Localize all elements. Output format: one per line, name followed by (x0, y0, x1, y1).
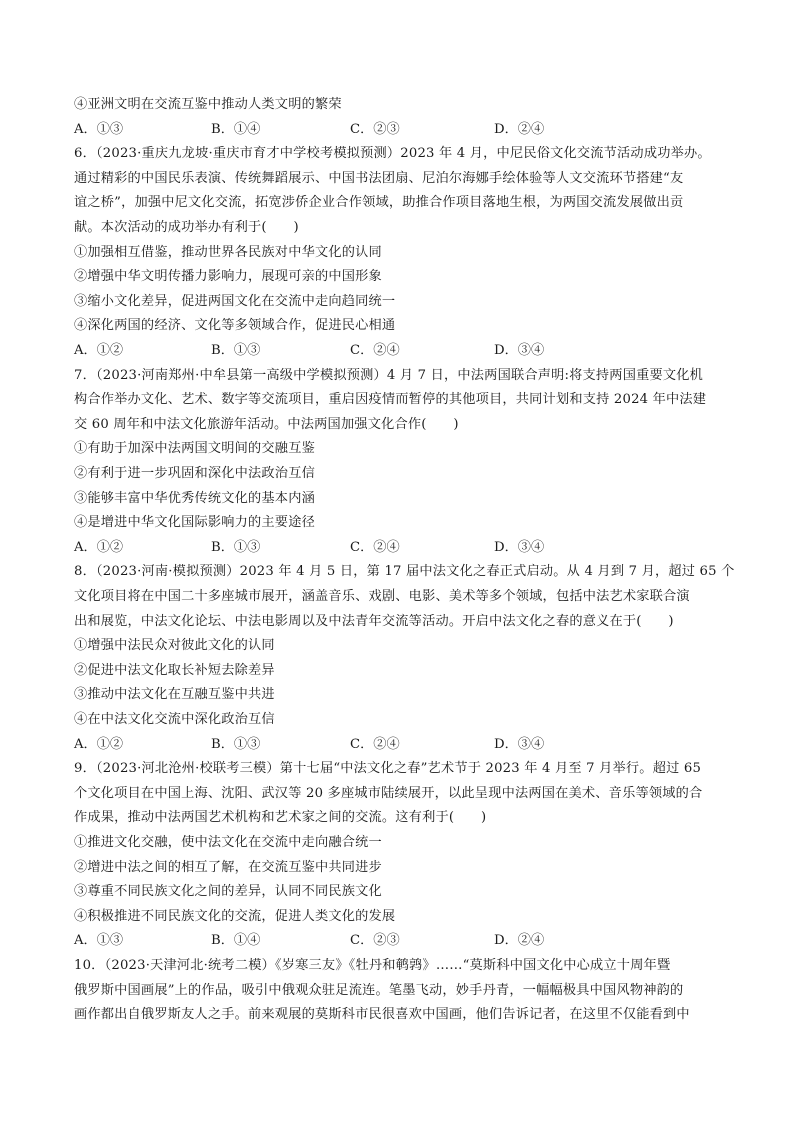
answer-option-d: D．②④ (494, 122, 545, 137)
answer-options-row (74, 539, 734, 557)
text-line: ②有利于进一步巩固和深化中法政治互信 (74, 466, 315, 481)
text-line: 文化项目将在中国二十多座城市展开，涵盖音乐、戏剧、电影、美术等多个领域，包括中法艺术家联合演 (74, 589, 690, 604)
text-line: ④亚洲文明在交流互鉴中推动人类文明的繁荣 (74, 97, 342, 112)
text-line: 献。本次活动的成功举办有利于( ) (74, 220, 299, 235)
answer-option-d: D．②④ (494, 933, 545, 948)
answer-option-c: C．②④ (350, 540, 400, 555)
text-line: ①推进文化交融，使中法文化在交流中走向融合统一 (74, 835, 382, 850)
answer-option-c: C．②③ (350, 122, 400, 137)
text-line: ③推动中法文化在互融互鉴中共进 (74, 687, 275, 702)
text-line: ③能够丰富中华优秀传统文化的基本内涵 (74, 491, 315, 506)
answer-options-row (74, 932, 734, 950)
text-line: ①增强中法民众对彼此文化的认同 (74, 638, 275, 653)
text-line: 7．（2023·河南郑州·中牟县第一高级中学模拟预测）4 月 7 日，中法两国联合声明:将支持两国重要文化机 (74, 368, 704, 383)
text-line: ④在中法文化交流中深化政治互信 (74, 712, 275, 727)
answer-option-d: D．③④ (494, 343, 545, 358)
answer-option-b: B．①④ (211, 933, 261, 948)
answer-option-c: C．②④ (350, 343, 400, 358)
text-line: 出和展览，中法文化论坛、中法电影周以及中法青年交流等活动。开启中法文化之春的意义在于( ) (74, 614, 674, 629)
answer-option-c: C．②④ (350, 737, 400, 752)
text-line: ②增进中法之间的相互了解，在交流互鉴中共同进步 (74, 860, 382, 875)
answer-option-a: A．①② (74, 343, 124, 358)
text-line: 交 60 周年和中法文化旅游年活动。中法两国加强文化合作( ) (74, 417, 459, 432)
answer-option-b: B．①③ (211, 737, 261, 752)
text-line: ④是增进中华文化国际影响力的主要途径 (74, 515, 315, 530)
text-line: 构合作举办文化、艺术、数字等交流项目，重启因疫情而暂停的其他项目，共同计划和支持 2024 年中法建 (74, 392, 707, 407)
answer-option-a: A．①② (74, 737, 124, 752)
text-line: 6．（2023·重庆九龙坡·重庆市育才中学校考模拟预测）2023 年 4 月，中尼民俗文化交流节活动成功举办。 (74, 146, 711, 161)
answer-option-a: A．①③ (74, 122, 124, 137)
answer-option-c: C．②③ (350, 933, 400, 948)
text-line: ④积极推进不同民族文化的交流，促进人类文化的发展 (74, 909, 396, 924)
answer-options-row (74, 342, 734, 360)
text-line: 9．（2023·河北沧州·校联考三模）第十七届“中法文化之春”艺术节于 2023 年 4 月至 7 月举行。超过 65 (74, 761, 702, 776)
text-line: 通过精彩的中国民乐表演、传统舞蹈展示、中国书法团扇、尼泊尔海娜手绘体验等人文交流环节搭建“友 (74, 171, 684, 186)
text-line: 俄罗斯中国画展”上的作品，吸引中俄观众驻足流连。笔墨飞动，妙手丹青，一幅幅极具中国风物神韵的 (74, 983, 684, 998)
answer-options-row (74, 736, 734, 754)
text-line: ①有助于加深中法两国文明间的交融互鉴 (74, 441, 315, 456)
answer-option-b: B．①③ (211, 343, 261, 358)
text-line: ②增强中华文明传播力影响力，展现可亲的中国形象 (74, 269, 382, 284)
answer-option-d: D．③④ (494, 540, 545, 555)
text-line: ②促进中法文化取长补短去除差异 (74, 663, 275, 678)
text-line: ④深化两国的经济、文化等多领域合作，促进民心相通 (74, 318, 396, 333)
text-line: ③尊重不同民族文化之间的差异，认同不同民族文化 (74, 884, 382, 899)
text-line: 8．（2023·河南·模拟预测）2023 年 4 月 5 日，第 17 届中法文化之春正式启动。从 4 月到 7 月，超过 65 个 (74, 564, 735, 579)
text-line: ①加强相互借鉴，推动世界各民族对中华文化的认同 (74, 245, 382, 260)
answer-option-d: D．③④ (494, 737, 545, 752)
text-line: 个文化项目在中国上海、沈阳、武汉等 20 多座城市陆续展开，以此呈现中法两国在美术、音乐等领域的合 (74, 786, 703, 801)
answer-option-a: A．①③ (74, 933, 124, 948)
text-line: 画作都出自俄罗斯友人之手。前来观展的莫斯科市民很喜欢中国画，他们告诉记者，在这里不仅能看到中 (74, 1007, 690, 1022)
text-line: 作成果，推动中法两国艺术机构和艺术家之间的交流。这有利于( ) (74, 810, 487, 825)
answer-option-b: B．①③ (211, 540, 261, 555)
text-line: 谊之桥”，加强中尼文化交流，拓宽涉侨企业合作领域，助推合作项目落地生根，为两国交流发展做出贡 (74, 195, 684, 210)
text-line: ③缩小文化差异，促进两国文化在交流中走向趋同统一 (74, 294, 396, 309)
answer-option-b: B．①④ (211, 122, 261, 137)
text-line: 10．（2023·天津河北·统考二模）《岁寒三友》《牡丹和鹌鹑》……“莫斯科中国文化中心成立十周年暨 (74, 958, 671, 973)
answer-option-a: A．①② (74, 540, 124, 555)
answer-options-row (74, 121, 734, 139)
